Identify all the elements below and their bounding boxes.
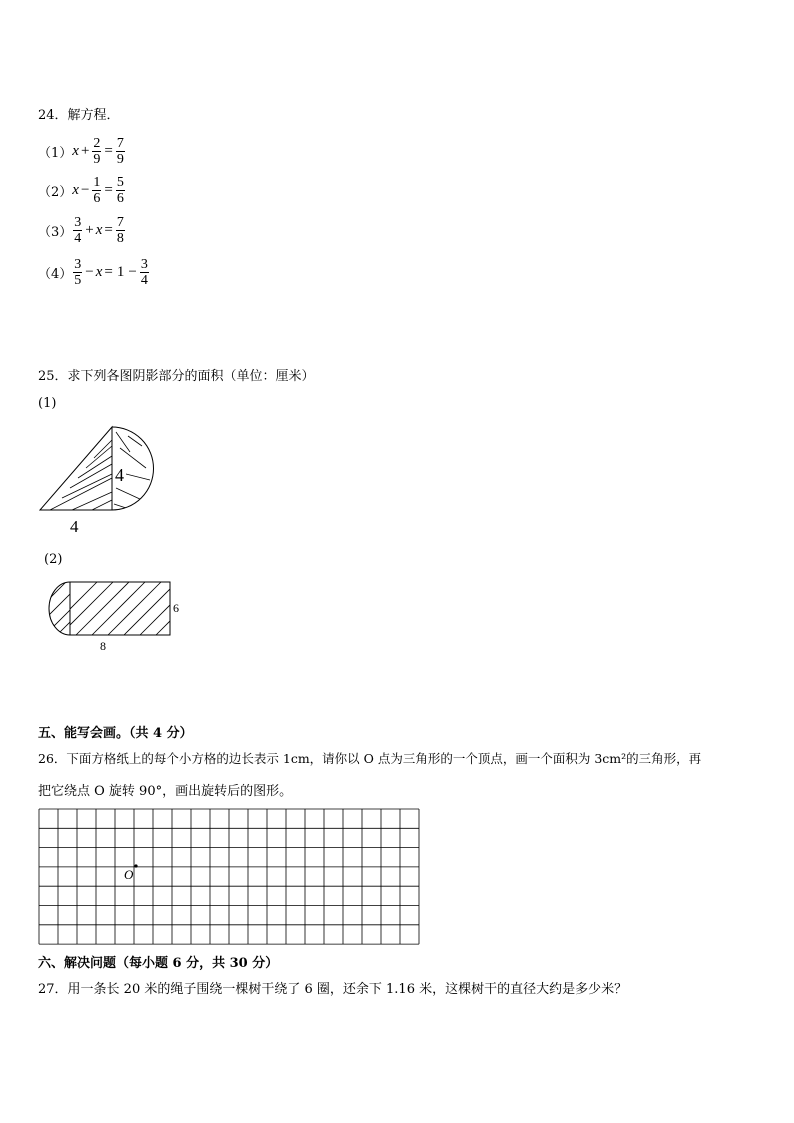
q24-title: 24．解方程． [38,108,120,123]
eq2-equals: = [104,182,113,198]
eq3-x: x [95,222,103,238]
eq4-one: 1 [116,264,125,280]
q26-line-2: 把它绕点 O 旋转 90°，画出旋转后的图形。 [38,784,293,799]
q25-title: 25．求下列各图阴影部分的面积（单位：厘米） [38,369,315,384]
eq3-frac-left: $\frac{3}{4}$ [74,215,82,246]
figure-2-width-label: 8 [100,639,106,653]
eq1-op: + [80,143,90,159]
eq3-index: （3） [38,225,73,240]
point-o-dot [134,864,137,867]
eq2-index: （2） [38,185,73,200]
square-grid[interactable] [38,808,422,946]
equation-3 [38,215,126,246]
equation-1 [38,136,126,167]
figure-1-hatching [50,432,150,510]
figure-2-rectangle-semicircle [30,576,190,656]
eq1-x: x [72,143,79,159]
grid-lines [39,809,419,944]
eq1-equals: = [104,143,113,159]
figure-1-label: (1) [38,396,57,411]
equation-2 [38,175,126,206]
eq2-x: x [72,182,79,198]
eq4-equals: = [104,264,113,280]
figure-2-label: (2) [44,552,63,567]
figure-1-side-label: 4 [115,465,124,485]
eq4-frac-right: $\frac{3}{4}$ [140,257,148,288]
eq4-x: x [95,264,103,280]
eq4-index: （4） [38,267,73,282]
eq3-op: + [85,222,94,238]
eq2-frac-right: $\frac{5}{6}$ [116,175,124,206]
point-o-label: O [124,867,134,882]
figure-2-height-label: 6 [173,601,179,615]
figure-2-semicircle-hatching [34,582,70,636]
eq1-frac-left: $\frac{2}{9}$ [93,136,101,167]
equation-4 [38,257,150,288]
eq1-index: （1） [38,146,73,161]
figure-1-triangle-semicircle [30,418,180,540]
eq2-frac-left: $\frac{1}{6}$ [93,175,101,206]
q27-text: 27．用一条长 20 米的绳子围绕一棵树干绕了 6 圈，还余下 1.16 米，这棵树干的直径大约是多少米？ [38,982,628,997]
q26-line-1: 26．下面方格纸上的每个小方格的边长表示 1cm，请你以 O 点为三角形的一个顶点，画一个面积为 3cm²的三角形，再 [38,751,702,766]
eq4-op: − [85,264,94,280]
figure-1-base-label: 4 [70,517,79,536]
eq4-frac-left: $\frac{3}{5}$ [74,257,82,288]
eq1-frac-right: $\frac{7}{9}$ [116,136,124,167]
section-6-heading: 六、解决问题（每小题 6 分，共 30 分） [38,956,279,971]
eq3-equals: = [104,222,113,238]
eq4-op2: − [128,264,137,280]
figure-2-rectangle-hatching [44,582,190,635]
eq3-frac-right: $\frac{7}{8}$ [116,215,124,246]
section-5-heading: 五、能写会画。（共 4 分） [38,726,193,741]
eq2-op: − [80,182,90,198]
